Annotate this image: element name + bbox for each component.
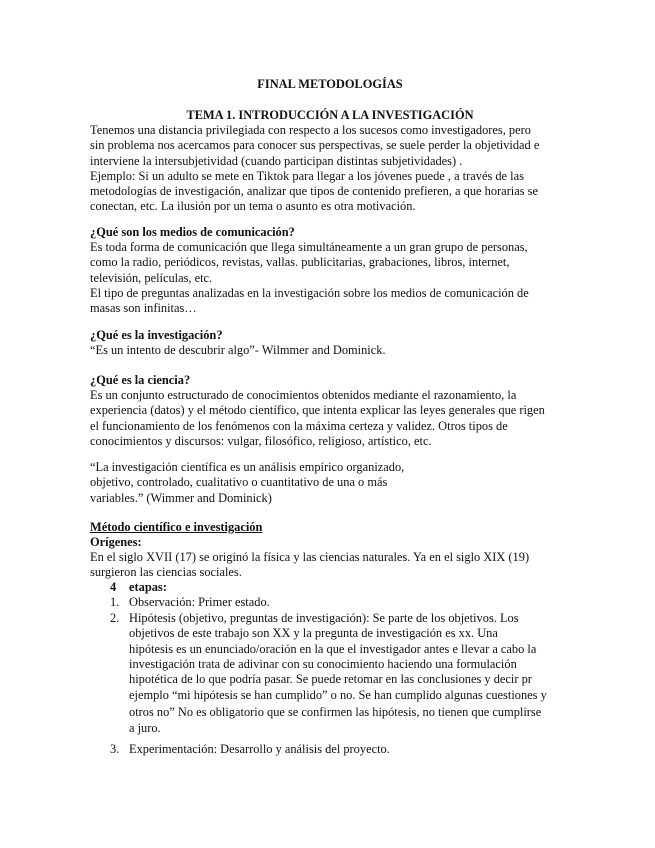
- step-line: a juro.: [129, 721, 161, 736]
- medios-line: masas son infinitas…: [90, 301, 197, 316]
- step-line: hipotética de lo que podría pasar. Se puede retomar en las conclusiones y decir pr: [129, 672, 532, 687]
- heading-medios: ¿Qué son los medios de comunicación?: [90, 225, 295, 239]
- heading-investigacion: ¿Qué es la investigación?: [90, 328, 223, 342]
- intro-line: interviene la intersubjetividad (cuando participan distintas subjetividades) .: [90, 153, 463, 168]
- definition-quote: [90, 460, 570, 506]
- medios-paragraph: [90, 240, 570, 316]
- step-line: Hipótesis (objetivo, preguntas de investigación): Se parte de los objetivos. Los: [129, 611, 519, 625]
- intro-line: metodologías de investigación, analizar que tipos de contenido prefieren, a que horarias se: [90, 184, 538, 199]
- quote-line: objetivo, controlado, cualitativo o cuantitativo de una o más: [90, 475, 388, 490]
- quote-line: variables.” (Wimmer and Dominick): [90, 490, 272, 505]
- quote-line: “La investigación científica es un análisis empírico organizado,: [90, 460, 405, 474]
- medios-line: como la radio, periódicos, revistas, vallas. publicitarias, grabaciones, libros, internet,: [90, 255, 510, 270]
- ciencia-paragraph: [90, 388, 570, 449]
- intro-paragraph: [90, 123, 570, 215]
- step-line: investigación trata de adivinar con su conocimiento haciendo una formulación: [129, 656, 517, 671]
- heading-origenes: Orígenes:: [90, 535, 142, 549]
- intro-line: sin problema nos acercamos para conocer sus perspectivas, se suele perder la objetividad e: [90, 138, 540, 153]
- step-text: Experimentación: Desarrollo y análisis del proyecto.: [129, 742, 390, 756]
- ciencia-line: experiencia (datos) y el método científico, que intenta explicar las leyes generales que rigen: [90, 403, 545, 418]
- ciencia-line: conocimientos y discursos: vulgar, filosófico, religioso, artístico, etc.: [90, 433, 432, 448]
- medios-line: Es toda forma de comunicación que llega simultáneamente a un gran grupo de personas,: [90, 240, 528, 254]
- step-text: Observación: Primer estado.: [129, 595, 270, 609]
- medios-line: televisión, películas, etc.: [90, 270, 213, 285]
- origenes-paragraph: [90, 550, 570, 581]
- heading-metodo: Método científico e investigación: [90, 520, 263, 534]
- origenes-line: En el siglo XVII (17) se originó la física y las ciencias naturales. Ya en el siglo XIX (19): [90, 550, 530, 564]
- document-title: FINAL METODOLOGÍAS: [257, 77, 403, 91]
- step-number: 2.: [110, 611, 120, 625]
- step-line: otros no” No es obligatorio que se confirmen las hipótesis, no tienen que cumplirse: [129, 705, 542, 720]
- ciencia-line: el funcionamiento de los fenómenos con la máxima certeza y validez. Otros tipos de: [90, 418, 508, 433]
- step-line: hipótesis es un enunciado/oración en la que el investigador antes e llevar a cabo la: [129, 641, 537, 656]
- step-line: ejemplo “mi hipótesis se han cumplido” o no. Se han cumplido algunas cuestiones y: [129, 688, 547, 703]
- etapas-label: etapas:: [129, 580, 167, 594]
- step-hipotesis-text: [129, 611, 547, 737]
- section-title-tema1: TEMA 1. INTRODUCCIÓN A LA INVESTIGACIÓN: [186, 108, 474, 122]
- intro-line: Tenemos una distancia privilegiada con respecto a los sucesos como investigadores, pero: [90, 123, 531, 137]
- medios-line: El tipo de preguntas analizadas en la investigación sobre los medios de comunicación de: [90, 285, 529, 300]
- origenes-line: surgieron las ciencias sociales.: [90, 565, 242, 580]
- step-number: 1.: [110, 595, 120, 609]
- intro-line: Ejemplo: Si un adulto se mete en Tiktok para llegar a los jóvenes puede , a través de las: [90, 168, 524, 183]
- investigacion-quote: “Es un intento de descubrir algo”- Wilmmer and Dominick.: [90, 343, 386, 357]
- step-number: 3.: [110, 742, 120, 756]
- heading-ciencia: ¿Qué es la ciencia?: [90, 373, 191, 387]
- etapas-number: 4: [110, 580, 117, 594]
- step-line: objetivos de este trabajo son XX y la pregunta de investigación es xx. Una: [129, 626, 498, 641]
- ciencia-line: Es un conjunto estructurado de conocimientos obtenidos mediante el razonamiento, la: [90, 388, 517, 402]
- intro-line: conectan, etc. La ilusión por un tema o asunto es otra motivación.: [90, 199, 416, 214]
